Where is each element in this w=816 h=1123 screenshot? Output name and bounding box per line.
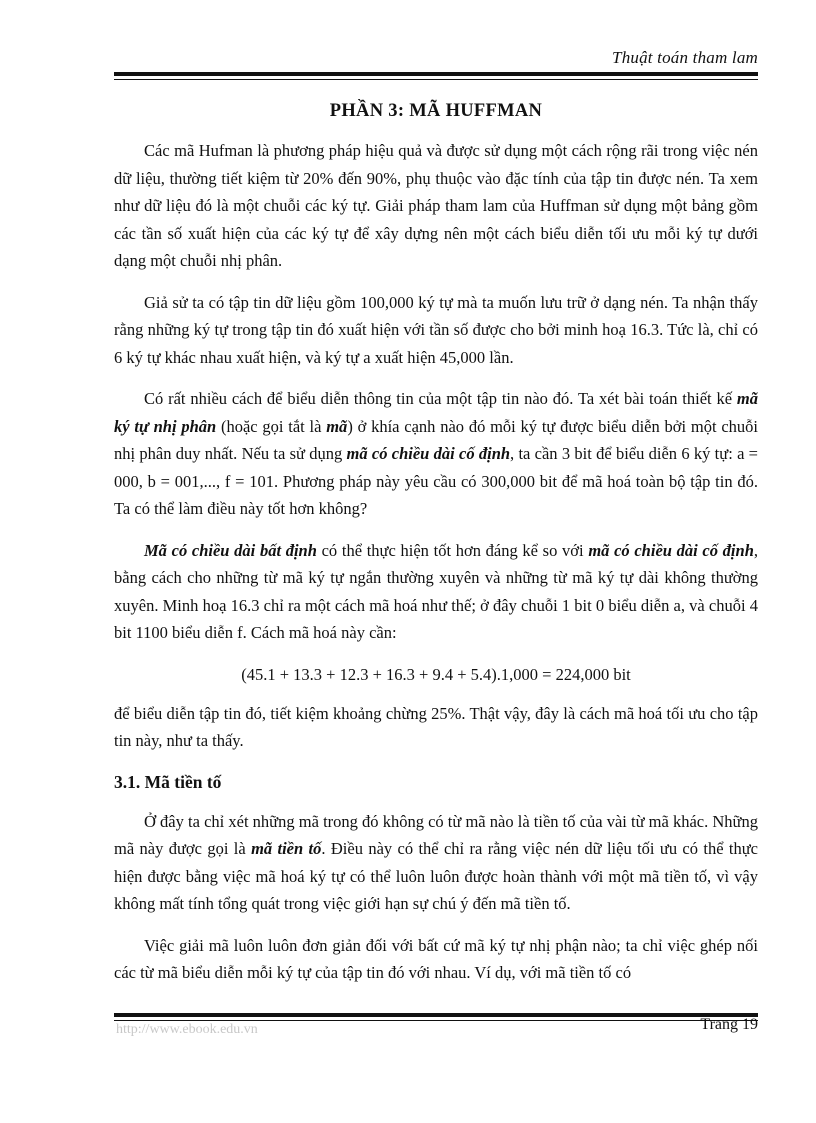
header-title: Thuật toán tham lam bbox=[612, 48, 758, 67]
paragraph-3-text-1: Có rất nhiều cách để biểu diễn thông tin của một tập tin nào đó. Ta xét bài toán thiết kế bbox=[144, 389, 737, 408]
paragraph-4-text-1: có thể thực hiện tốt hơn đáng kể so với bbox=[316, 540, 589, 560]
term-fixed-length-code: mã có chiều dài cố định bbox=[346, 444, 511, 463]
term-prefix-code: mã tiền tố bbox=[251, 839, 322, 858]
footer-rule bbox=[114, 1013, 758, 1017]
paragraph-7: Việc giải mã luôn luôn đơn giản đối với bất cứ mã ký tự nhị phận nào; ta chỉ việc ghép nối các từ mã biểu diễn mỗi ký tự của tập tin đó với nhau. Ví dụ, với mã tiền tố có bbox=[114, 935, 758, 982]
section-heading: 3.1. Mã tiền tố bbox=[114, 771, 222, 792]
formula: (45.1 + 13.3 + 12.3 + 16.3 + 9.4 + 5.4).1,000 = 224,000 bit bbox=[241, 664, 631, 684]
page-content bbox=[114, 96, 758, 1001]
header-rule-thin bbox=[114, 79, 758, 80]
paragraph-1: Các mã Hufman là phương pháp hiệu quả và được sử dụng một cách rộng rãi trong việc nén dữ liệu, thường tiết kiệm từ 20% đến 90%, phụ thuộc vào đặc tính của tập tin được nén. Ta xem như dữ liệu đó là một chuỗi các ký tự. Giải pháp tham lam của Huffman sử dụng một bảng gồm các tần số xuất hiện của các ký tự để xây dựng nên một cách biểu diễn tối ưu mỗi ký tự dưới dạng một chuỗi nhị phân. bbox=[114, 141, 758, 270]
footer-url: http://www.ebook.edu.vn bbox=[116, 1022, 258, 1037]
paragraph-3-text-2: (hoặc gọi tắt là bbox=[216, 416, 327, 436]
term-fixed-length-code-2: mã có chiều dài cố định bbox=[588, 540, 754, 560]
paragraph-5: để biểu diễn tập tin đó, tiết kiệm khoảng chừng 25%. Thật vậy, đây là cách mã hoá tối ưu cho tập tin này, như ta thấy. bbox=[114, 703, 758, 750]
paragraph-3 bbox=[114, 385, 758, 523]
page-title: PHẦN 3: MÃ HUFFMAN bbox=[329, 101, 543, 121]
paragraph-6 bbox=[114, 808, 758, 918]
term-variable-length-code: Mã có chiều dài bất định bbox=[144, 540, 317, 560]
paragraph-3-text-4: , ta cần 3 bit để biểu diễn 6 ký tự: a = 000, b = 001,..., f = 101. Phương pháp này yêu cầu có 300,000 bit để mã hoá toàn bộ tập tin đó. Ta có thể làm điều này tốt hơn không? bbox=[114, 444, 758, 518]
term-binary-char-code: mã ký tự nhị phân bbox=[114, 389, 758, 436]
paragraph-6-text-1: Ở đây ta chỉ xét những mã trong đó không có từ mã nào là tiền tố của vài từ mã khác. Những mã này được gọi là bbox=[114, 811, 758, 858]
paragraph-3-text-3: ) ở khía cạnh nào đó mỗi ký tự được biểu diễn bởi một chuỗi nhị phân duy nhất. Nếu ta sử dụng bbox=[114, 416, 758, 463]
term-code: mã bbox=[326, 416, 348, 436]
paragraph-6-text-2: . Điều này có thể chỉ ra rằng việc nén dữ liệu tối ưu có thể thực hiện được bằng việc mã hoá ký tự có thể luôn luôn được hoàn thành với một mã tiền tố, vì vậy không mất tính tổng quát trong việc giới hạn sự chú ý đến mã tiền tố. bbox=[114, 839, 759, 913]
paragraph-4 bbox=[114, 537, 758, 647]
paragraph-4-text-2: , bằng cách cho những từ mã ký tự ngắn thường xuyên và những từ mã ký tự dài không thường xuyên. Minh hoạ 16.3 chỉ ra một cách mã hoá như thế; ở đây chuỗi 1 bit 0 biểu diễn a, và chuỗi 4 bit 1100 biểu diễn f. Cách mã hoá này cần: bbox=[114, 540, 758, 642]
page-number: Trang 19 bbox=[700, 1016, 758, 1033]
footer-rule-thin bbox=[114, 1020, 758, 1021]
paragraph-2: Giả sử ta có tập tin dữ liệu gồm 100,000 ký tự mà ta muốn lưu trữ ở dạng nén. Ta nhận thấy rằng những ký tự trong tập tin đó xuất hiện với tần số được cho bởi minh hoạ 16.3. Tức là, chỉ có 6 ký tự khác nhau xuất hiện, và ký tự a xuất hiện 45,000 lần. bbox=[114, 292, 758, 367]
header-rule bbox=[114, 72, 758, 76]
